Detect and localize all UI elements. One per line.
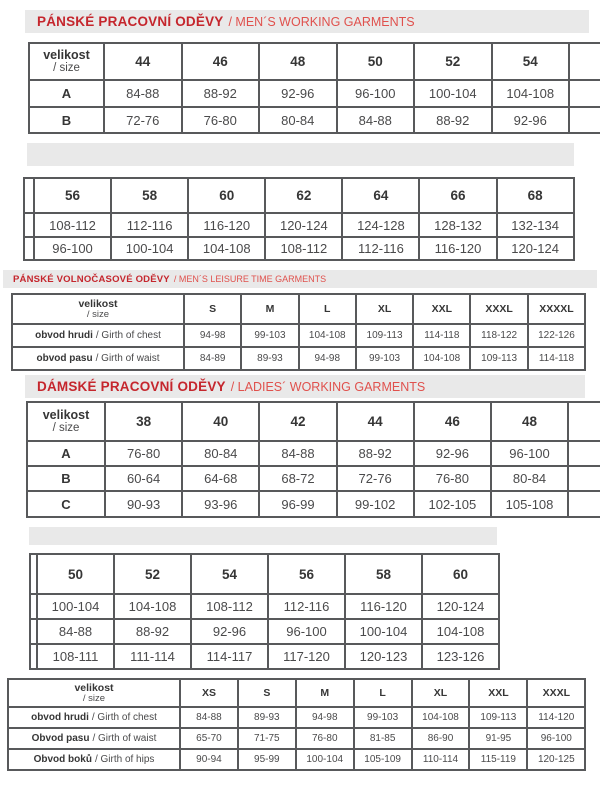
column-header: 56: [34, 178, 111, 213]
column-header: 50: [37, 554, 114, 594]
size-range-cell: 95-99: [238, 749, 296, 770]
column-header: 44: [104, 43, 182, 80]
row-label-english: / Girth of chest: [95, 330, 161, 341]
size-range-cell: 94-98: [184, 324, 241, 347]
size-range-cell: 100-104: [296, 749, 354, 770]
size-range-cell: 60-64: [105, 466, 182, 491]
row-label-czech: B: [61, 112, 72, 128]
size-range-cell: 65-70: [180, 728, 238, 749]
size-range-cell: 92-96: [259, 80, 337, 107]
size-range-cell: 100-104: [37, 594, 114, 619]
row-label-czech: A: [61, 86, 72, 101]
size-range-cell: 96-99: [259, 491, 336, 517]
size-range-cell: 76-80: [414, 466, 491, 491]
row-label-czech: obvod hrudi: [35, 330, 93, 341]
size-range-cell: 92-96: [492, 107, 570, 133]
table-corner-velikost: [8, 679, 180, 707]
size-range-cell: 96-100: [527, 728, 585, 749]
size-range-cell: 72-76: [104, 107, 182, 133]
table-ladies-girth-sizes: [7, 678, 586, 771]
section-divider-bar: [27, 143, 574, 166]
size-range-cell: 99-103: [241, 324, 298, 347]
size-range-cell: 99-102: [337, 491, 414, 517]
table-corner-velikost: [29, 43, 104, 80]
size-range-cell: 88-92: [114, 619, 191, 644]
size-range-cell: 120-125: [527, 749, 585, 770]
row-label: [27, 441, 105, 466]
column-header: 52: [414, 43, 492, 80]
heading-ladies-working: [25, 375, 585, 398]
size-range-cell: 109-113: [469, 707, 527, 728]
section-divider-bar: [29, 527, 497, 545]
size-range-cell: 96-100: [337, 80, 415, 107]
size-range-cell: 86-90: [412, 728, 470, 749]
size-range-cell: 104-108: [114, 594, 191, 619]
size-range-cell: 80-84: [259, 107, 337, 133]
size-range-cell: 105-109: [354, 749, 412, 770]
size-table: [7, 678, 586, 771]
row-label-english: / Girth of chest: [91, 712, 157, 723]
column-header: S: [184, 294, 241, 324]
row-label-czech: C: [61, 496, 71, 512]
size-table: [11, 293, 586, 371]
heading-mens-leisure: [3, 270, 597, 288]
size-range-cell: 88-92: [414, 107, 492, 133]
size-range-cell: 104-108: [188, 237, 265, 260]
size-range-cell: 116-120: [188, 213, 265, 237]
column-header: 46: [414, 402, 491, 441]
row-label-czech: Obvod boků: [33, 754, 92, 765]
column-header: 54: [492, 43, 570, 80]
size-range-cell: 104-108: [413, 347, 470, 370]
size-range-cell: 90-94: [180, 749, 238, 770]
clipped-column-cell: [30, 554, 37, 594]
size-range-cell: 120-123: [345, 644, 422, 669]
row-label-czech: A: [61, 446, 71, 461]
heading-ladies-working-czech: DÁMSKÉ PRACOVNÍ ODĚVY: [37, 379, 226, 394]
column-header: XXXL: [470, 294, 527, 324]
clipped-column-cell: [30, 644, 37, 669]
column-header: XS: [180, 679, 238, 707]
row-label-czech: obvod hrudi: [31, 712, 89, 723]
size-range-cell: 84-88: [180, 707, 238, 728]
size-range-cell: 88-92: [337, 441, 414, 466]
clipped-column-cell: [30, 619, 37, 644]
column-header: L: [354, 679, 412, 707]
size-range-cell: 116-120: [345, 594, 422, 619]
size-table: [23, 177, 575, 261]
column-header: S: [238, 679, 296, 707]
column-header: 48: [491, 402, 568, 441]
size-range-cell: 72-76: [337, 466, 414, 491]
column-header: XXL: [413, 294, 470, 324]
size-range-cell: 80-84: [491, 466, 568, 491]
column-header: 46: [182, 43, 260, 80]
corner-label-czech: velikost: [74, 681, 114, 694]
clipped-column-cell: [569, 80, 600, 107]
row-label: [27, 466, 105, 491]
size-range-cell: 112-116: [268, 594, 345, 619]
size-range-cell: 94-98: [296, 707, 354, 728]
row-label: [12, 324, 184, 347]
table-corner-velikost: [12, 294, 184, 324]
size-range-cell: 99-103: [356, 347, 413, 370]
clipped-column-cell: [24, 213, 34, 237]
column-header: XL: [356, 294, 413, 324]
size-range-cell: 76-80: [296, 728, 354, 749]
corner-label-english: / size: [86, 308, 110, 320]
column-header: M: [296, 679, 354, 707]
row-label-czech: B: [61, 471, 71, 486]
clipped-column-cell: [568, 441, 600, 466]
size-range-cell: 108-112: [265, 237, 342, 260]
table-mens-working-sizes-56-68: [23, 177, 575, 261]
heading-mens-leisure-english: / MEN´S LEISURE TIME GARMENTS: [173, 274, 327, 284]
column-header: 58: [111, 178, 188, 213]
size-range-cell: 64-68: [182, 466, 259, 491]
size-range-cell: 128-132: [419, 213, 496, 237]
size-range-cell: 122-126: [528, 324, 585, 347]
size-range-cell: 68-72: [259, 466, 336, 491]
size-table: [28, 42, 600, 134]
heading-mens-working: [25, 10, 589, 33]
table-corner-velikost: [27, 402, 105, 441]
column-header: 38: [105, 402, 182, 441]
row-label: [8, 707, 180, 728]
clipped-column-cell: [24, 178, 34, 213]
size-range-cell: 84-88: [104, 80, 182, 107]
size-table: [26, 401, 600, 518]
size-range-cell: 80-84: [182, 441, 259, 466]
size-range-cell: 102-105: [414, 491, 491, 517]
size-range-cell: 104-108: [299, 324, 356, 347]
size-range-cell: 90-93: [105, 491, 182, 517]
clipped-column-cell: [568, 402, 600, 441]
column-header: XL: [412, 679, 470, 707]
column-header: 42: [259, 402, 336, 441]
size-range-cell: 71-75: [238, 728, 296, 749]
clipped-column-cell: [30, 594, 37, 619]
size-range-cell: 81-85: [354, 728, 412, 749]
corner-label-english: / size: [52, 422, 80, 435]
size-range-cell: 84-88: [259, 441, 336, 466]
size-range-cell: 96-100: [34, 237, 111, 260]
size-range-cell: 76-80: [105, 441, 182, 466]
clipped-column-cell: [569, 107, 600, 133]
clipped-column-cell: [568, 491, 600, 517]
size-range-cell: 124-128: [342, 213, 419, 237]
size-range-cell: 112-116: [111, 213, 188, 237]
size-range-cell: 100-104: [414, 80, 492, 107]
row-label: [8, 749, 180, 770]
column-header: 54: [191, 554, 268, 594]
size-range-cell: 84-88: [337, 107, 415, 133]
size-range-cell: 94-98: [299, 347, 356, 370]
table-ladies-working-sizes-38-48: [26, 401, 600, 518]
column-header: XXXL: [527, 679, 585, 707]
column-header: 60: [188, 178, 265, 213]
size-range-cell: 100-104: [111, 237, 188, 260]
row-label-czech: obvod pasu: [36, 353, 93, 364]
size-range-cell: 112-116: [342, 237, 419, 260]
size-range-cell: 104-108: [412, 707, 470, 728]
column-header: 44: [337, 402, 414, 441]
clipped-column-cell: [568, 466, 600, 491]
size-range-cell: 132-134: [497, 213, 574, 237]
size-range-cell: 109-113: [470, 347, 527, 370]
size-range-cell: 93-96: [182, 491, 259, 517]
table-mens-leisure-sizes: [11, 293, 586, 371]
column-header: XXL: [469, 679, 527, 707]
column-header: 60: [422, 554, 499, 594]
size-range-cell: 91-95: [469, 728, 527, 749]
size-range-cell: 114-118: [528, 347, 585, 370]
size-range-cell: 89-93: [238, 707, 296, 728]
size-range-cell: 89-93: [241, 347, 298, 370]
size-range-cell: 76-80: [182, 107, 260, 133]
size-range-cell: 88-92: [182, 80, 260, 107]
table-ladies-working-sizes-50-60: [29, 553, 500, 670]
size-range-cell: 108-112: [191, 594, 268, 619]
size-range-cell: 105-108: [491, 491, 568, 517]
size-range-cell: 117-120: [268, 644, 345, 669]
size-range-cell: 96-100: [268, 619, 345, 644]
size-range-cell: 84-89: [184, 347, 241, 370]
size-range-cell: 115-119: [469, 749, 527, 770]
row-label: [12, 347, 184, 370]
size-range-cell: 96-100: [491, 441, 568, 466]
size-range-cell: 114-118: [413, 324, 470, 347]
column-header: 52: [114, 554, 191, 594]
column-header: 62: [265, 178, 342, 213]
heading-mens-working-czech: PÁNSKÉ PRACOVNÍ ODĚVY: [37, 14, 224, 29]
size-range-cell: 116-120: [419, 237, 496, 260]
row-label: [8, 728, 180, 749]
size-range-cell: 120-124: [422, 594, 499, 619]
column-header: L: [299, 294, 356, 324]
column-header: M: [241, 294, 298, 324]
row-label-english: / Girth of hips: [94, 754, 155, 765]
row-label-english: / Girth of waist: [95, 353, 160, 364]
size-range-cell: 109-113: [356, 324, 413, 347]
row-label: [29, 107, 104, 133]
corner-label-czech: velikost: [43, 47, 90, 62]
column-header: 50: [337, 43, 415, 80]
row-label: [27, 491, 105, 517]
table-mens-working-sizes-44-54: [28, 42, 600, 134]
size-range-cell: 84-88: [37, 619, 114, 644]
column-header: 66: [419, 178, 496, 213]
size-table: [29, 553, 500, 670]
size-range-cell: 108-111: [37, 644, 114, 669]
size-range-cell: 92-96: [414, 441, 491, 466]
heading-mens-working-english: / MEN´S WORKING GARMENTS: [228, 14, 415, 29]
size-range-cell: 120-124: [265, 213, 342, 237]
size-range-cell: 99-103: [354, 707, 412, 728]
heading-mens-leisure-czech: PÁNSKÉ VOLNOČASOVÉ ODĚVY: [13, 273, 170, 285]
clipped-column-cell: [24, 237, 34, 260]
size-range-cell: 100-104: [345, 619, 422, 644]
corner-label-czech: velikost: [42, 407, 90, 422]
column-header: 56: [268, 554, 345, 594]
size-range-cell: 92-96: [191, 619, 268, 644]
size-range-cell: 123-126: [422, 644, 499, 669]
column-header: XXXXL: [528, 294, 585, 324]
column-header: 58: [345, 554, 422, 594]
size-range-cell: 111-114: [114, 644, 191, 669]
row-label-english: / Girth of waist: [92, 733, 157, 744]
column-header: 40: [182, 402, 259, 441]
corner-label-czech: velikost: [78, 297, 118, 310]
column-header: 64: [342, 178, 419, 213]
row-label-czech: Obvod pasu: [31, 733, 90, 744]
column-header: 48: [259, 43, 337, 80]
corner-label-english: / size: [82, 692, 106, 704]
size-range-cell: 114-120: [527, 707, 585, 728]
size-range-cell: 114-117: [191, 644, 268, 669]
size-range-cell: 104-108: [492, 80, 570, 107]
heading-ladies-working-english: / LADIES´ WORKING GARMENTS: [230, 379, 426, 394]
column-header: 68: [497, 178, 574, 213]
size-range-cell: 118-122: [470, 324, 527, 347]
size-range-cell: 110-114: [412, 749, 470, 770]
corner-label-english: / size: [53, 62, 80, 75]
size-range-cell: 108-112: [34, 213, 111, 237]
size-range-cell: 120-124: [497, 237, 574, 260]
clipped-column-cell: [569, 43, 600, 80]
row-label: [29, 80, 104, 107]
size-range-cell: 104-108: [422, 619, 499, 644]
